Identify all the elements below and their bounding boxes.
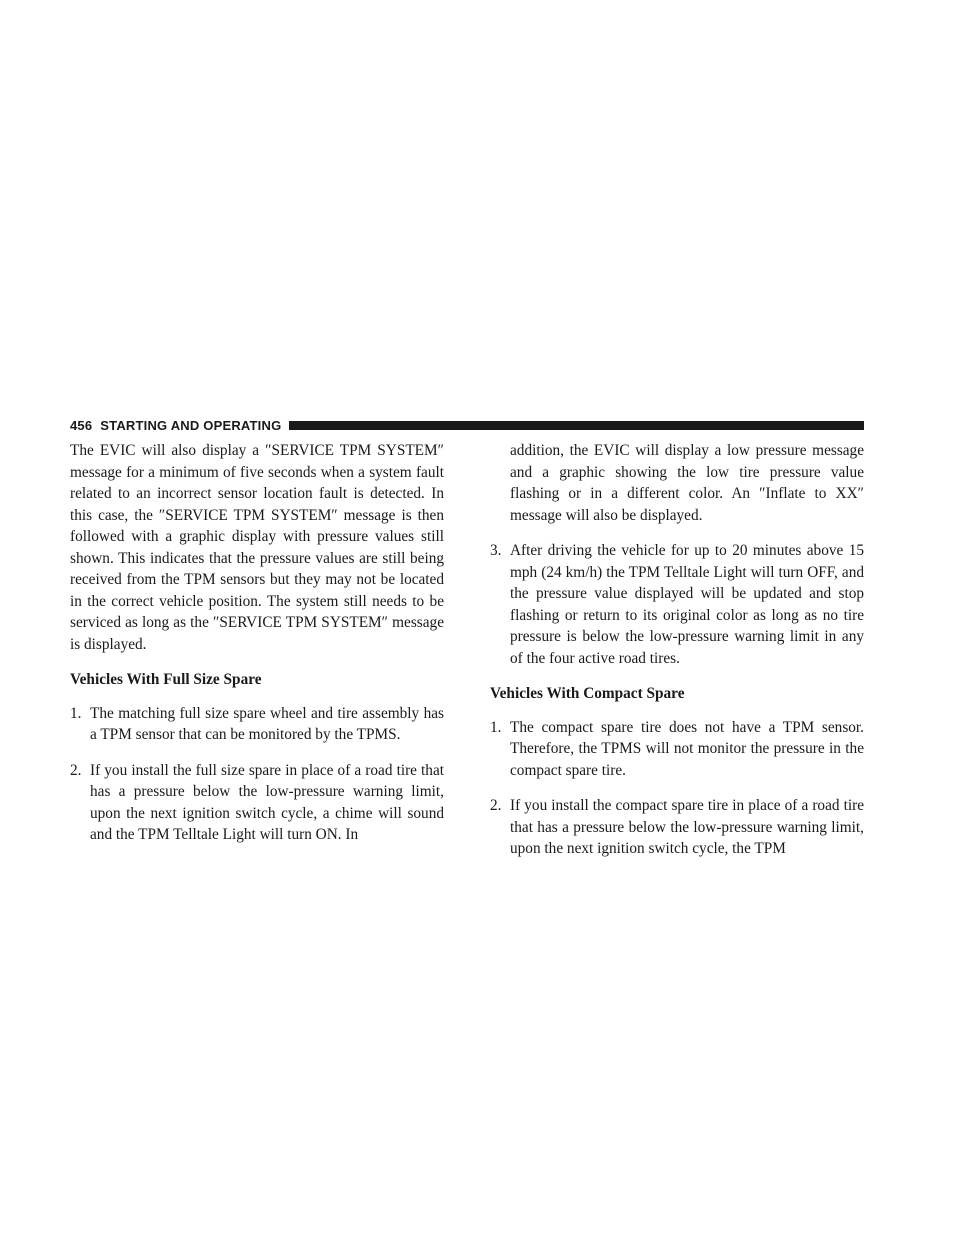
list-number: 3. [490, 542, 502, 559]
intro-paragraph: The EVIC will also display a ″SERVICE TPM SYSTEM″ message for a minimum of five seconds when a system fault related to an incorrect sensor location fault is detected. In this case, the ″SERVICE TPM SYSTEM″ message is then followed with a graphic display with pressure values still shown. This indicates that the pressure values are still being received from the TPM sensors but they may not be located in the correct vehicle position. The system still needs to be serviced as long as the ″SERVICE TPM SYSTEM″ message is displayed. [70, 442, 444, 653]
list-item [490, 795, 864, 860]
header-rule [289, 421, 864, 430]
continuation-text: addition, the EVIC will display a low pressure message and a graphic showing the low tire pressure value flashing or in a different color. An ″Inflate to XX″ message will also be displayed. [510, 442, 864, 524]
list-item [70, 760, 444, 846]
list-text: After driving the vehicle for up to 20 minutes above 15 mph (24 km/h) the TPM Telltale Light will turn OFF, and the pressure value displayed will be updated and stop flashing or return to its original color as long as no tire pressure is below the low-pressure warning limit in any of the four active road tires. [510, 542, 864, 667]
list-number: 1. [70, 704, 82, 722]
list-text: If you install the compact spare tire in place of a road tire that has a pressure below the low-pressure warning limit, upon the next ignition switch cycle, the TPM [510, 797, 864, 857]
list-text: If you install the full size spare in place of a road tire that has a pressure below the low-pressure warning limit, upon the next ignition switch cycle, a chime will sound and the TPM Telltale Light will turn ON. In [90, 761, 444, 843]
list-item [490, 540, 864, 669]
list-number: 1. [490, 718, 502, 736]
section-title: STARTING AND OPERATING [100, 417, 282, 433]
list-text: The compact spare tire does not have a TPM sensor. Therefore, the TPMS will not monitor the pressure in the compact spare tire. [510, 718, 864, 779]
list-number-spacer [490, 440, 510, 526]
list-text: The matching full size spare wheel and tire assembly has a TPM sensor that can be monitored by the TPMS. [90, 704, 444, 743]
list-item [490, 717, 864, 782]
list-number: 2. [490, 797, 502, 814]
right-column [490, 440, 864, 874]
left-column [70, 440, 444, 860]
list-number: 2. [70, 761, 82, 779]
list-item-continuation [490, 440, 864, 526]
list-item [70, 703, 444, 746]
heading-full-size-spare: Vehicles With Full Size Spare [70, 671, 262, 688]
heading-compact-spare: Vehicles With Compact Spare [490, 685, 685, 702]
page-header [70, 418, 864, 432]
page-number: 456 [70, 417, 93, 433]
